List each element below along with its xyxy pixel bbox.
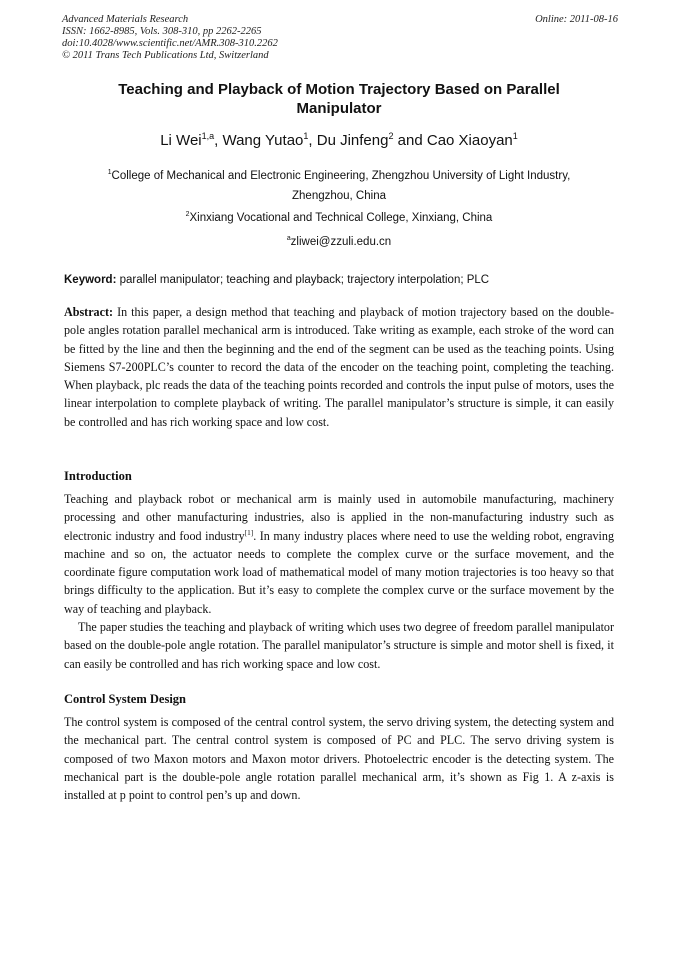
paper-title <box>62 80 616 118</box>
author-sup: 1 <box>512 131 518 141</box>
author-name: Cao Xiaoyan <box>426 132 513 149</box>
author-sup: 2 <box>388 131 394 141</box>
online-date: Online: 2011-08-16 <box>535 14 618 25</box>
email-sup: a <box>286 235 291 243</box>
keywords-text: parallel manipulator; teaching and playback; trajectory interpolation; PLC <box>119 274 490 286</box>
doi-line: doi:10.4028/www.scientific.net/AMR.308-310.2262 <box>62 38 278 49</box>
citation-ref: [1] <box>244 528 254 537</box>
abstract-text: In this paper, a design method that teaching and playback of motion trajectory based on the double-pole angles rotation parallel mechanical arm is introduced. Take writing as example, each stroke of the word can be fitted by the line and then the beginning and the end of the segment can be used as the teaching points. Using Siemens S7-200PLC’s counter to record the data of the encoder on the teaching point, completing the teaching. When playback, plc reads the data of the teaching points recorded and controls the input pulse of motors, uses the linear interpolation to complete playback of writing. The parallel manipulator’s structure is simple, it can easily be controlled and has rich working space and low cost. <box>64 305 614 429</box>
author-list <box>62 131 616 151</box>
affiliation-2 <box>62 208 616 228</box>
affiliation-sup: 1 <box>107 169 112 177</box>
section-heading-control-system: Control System Design <box>64 692 186 706</box>
keywords <box>64 272 616 288</box>
journal-name: Advanced Materials Research <box>62 14 189 25</box>
intro-paragraph-1 <box>64 490 614 618</box>
title-line-1: Teaching and Playback of Motion Trajectory Based on Parallel <box>118 81 560 98</box>
title-line-2: Manipulator <box>296 100 382 117</box>
abstract-label: Abstract: <box>64 305 114 319</box>
affiliation-text: College of Mechanical and Electronic Engineering, Zhengzhou University of Light Industry, <box>111 170 571 182</box>
email-text: zliwei@zzuli.edu.cn <box>290 236 392 248</box>
intro-p1-text-cont: . In many industry places where need to use the welding robot, engraving machine and so on, the actuator needs to complete the complex curve or the surface movement, and the coordinate figure computation work load of mathematical model of many motion trajectories is too heavy so that brings difficulty to the application. But it’s easy to complete the complex curve or the surface movement by the way of teaching and playback. <box>64 528 614 616</box>
journal-header <box>62 14 618 62</box>
control-paragraph-1: The control system is composed of the central control system, the servo driving system, the detecting system and the mechanical part. The central control system is composed of PC and PLC. The servo driving system is composed of two Maxon motors and Maxon motor drivers. Photoelectric encoder is the detecting system. The mechanical part is the double-pole angle rotation parallel mechanical arm, it’s shown as Fig 1. A z-axis is installed at p point to control pen’s up and down. <box>64 715 614 803</box>
affiliation-sup: 2 <box>185 211 190 219</box>
author-and: and <box>393 132 427 149</box>
author-sup: 1,a <box>201 131 215 141</box>
author-name: Du Jinfeng <box>316 132 389 149</box>
author-separator: , <box>308 132 317 149</box>
affiliation-text-cont: Zhengzhou, China <box>292 190 386 202</box>
keywords-label: Keyword: <box>64 274 117 286</box>
author-name: Li Wei <box>160 132 202 149</box>
introduction-body <box>64 490 614 673</box>
copyright-line: © 2011 Trans Tech Publications Ltd, Switzerland <box>62 50 269 61</box>
author-sup: 1 <box>303 131 309 141</box>
section-heading-introduction: Introduction <box>64 469 132 483</box>
control-system-body <box>64 713 614 804</box>
author-separator: , <box>214 132 223 149</box>
affiliation-text: Xinxiang Vocational and Technical College, Xinxiang, China <box>189 212 493 224</box>
author-name: Wang Yutao <box>222 132 304 149</box>
issn-line: ISSN: 1662-8985, Vols. 308-310, pp 2262-2265 <box>62 26 262 37</box>
intro-p1-text: Teaching and playback robot or mechanical arm is mainly used in automobile manufacturing, machinery processing and other manufacturing industries, also is applied in the non-manufacturing industry such as electronic industry and food industry <box>64 492 614 543</box>
affiliation-1 <box>62 166 616 206</box>
abstract <box>64 303 614 431</box>
intro-paragraph-2: The paper studies the teaching and playback of writing which uses two degree of freedom parallel manipulator based on the double-pole angle rotation. The parallel manipulator’s structure is simple and motor shell is fixed, it can easily be controlled and has rich working space and low cost. <box>64 620 614 671</box>
author-email <box>62 232 616 252</box>
